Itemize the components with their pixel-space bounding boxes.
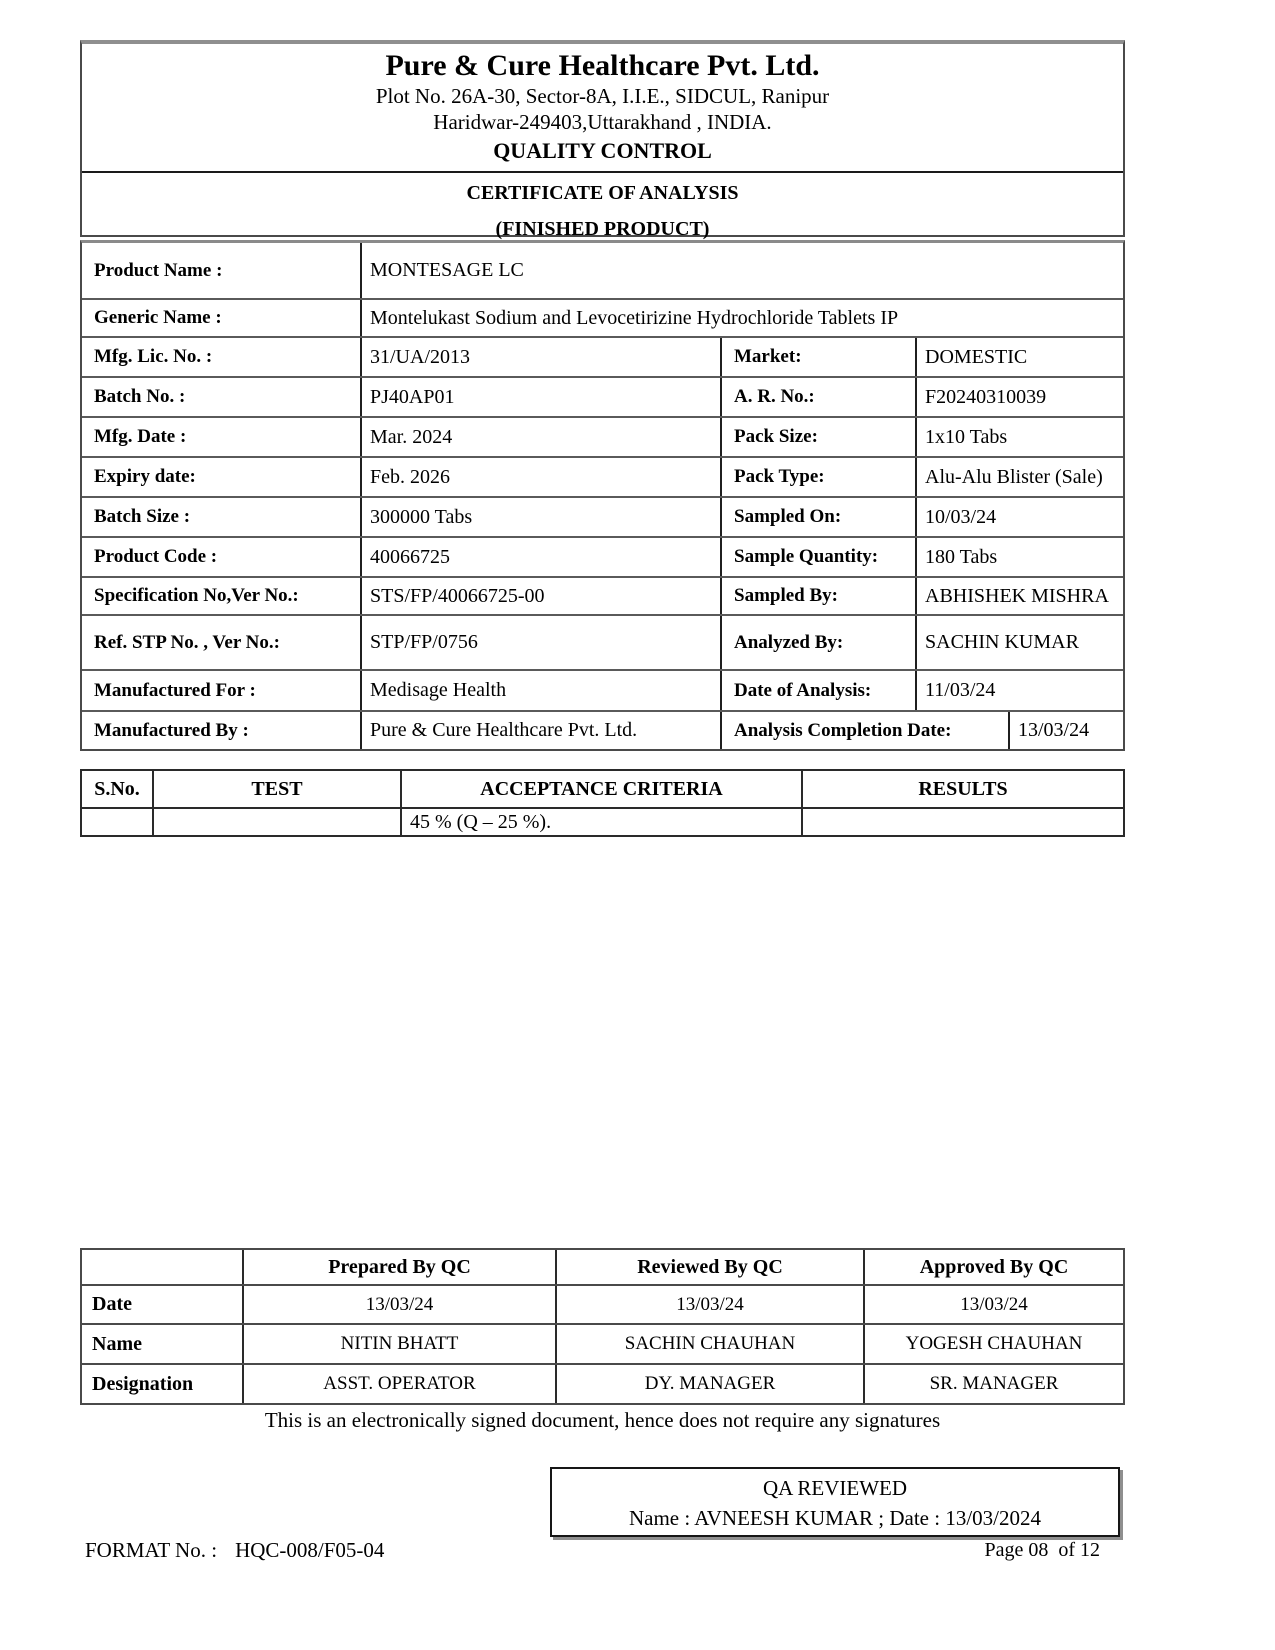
format-number-label: FORMAT No. : [85, 1538, 218, 1562]
info-value: F20240310039 [915, 378, 1123, 416]
info-label: Ref. STP No. , Ver No.: [94, 631, 280, 653]
header-divider [82, 171, 1123, 173]
info-label: Generic Name : [94, 307, 222, 328]
info-label: Pack Type: [720, 458, 915, 496]
date-approved: 13/03/24 [863, 1286, 1123, 1323]
qa-reviewed-detail: Name : AVNEESH KUMAR ; Date : 13/03/2024 [628, 1506, 1041, 1530]
column-header-criteria: ACCEPTANCE CRITERIA [400, 771, 801, 807]
info-label: Mfg. Date : [94, 426, 187, 447]
info-value: STP/FP/0756 [360, 616, 720, 669]
info-label: Analysis Completion Date: [720, 712, 1008, 749]
info-row-manufactured-by [82, 710, 1123, 749]
info-value: SACHIN KUMAR [915, 616, 1123, 669]
name-approved: YOGESH CHAUHAN [863, 1325, 1123, 1363]
document-title: CERTIFICATE OF ANALYSIS [466, 182, 739, 204]
info-label: Expiry date: [94, 466, 196, 487]
info-value: 13/03/24 [1008, 712, 1123, 749]
info-label: Market: [720, 338, 915, 376]
info-value: MONTESAGE LC [360, 243, 1123, 298]
column-header-results: RESULTS [801, 771, 1123, 807]
test-name-cell [152, 809, 400, 835]
info-value: Alu-Alu Blister (Sale) [915, 458, 1123, 496]
info-label: Analyzed By: [720, 616, 915, 669]
info-label: Mfg. Lic. No. : [94, 346, 213, 367]
info-row-batch-no [82, 376, 1123, 416]
info-value: STS/FP/40066725-00 [360, 578, 720, 614]
document-subtitle: (FINISHED PRODUCT) [495, 218, 710, 240]
info-label: Sampled By: [720, 578, 915, 614]
info-value: Feb. 2026 [360, 458, 720, 496]
designation-prepared: ASST. OPERATOR [242, 1365, 555, 1403]
company-name: Pure & Cure Healthcare Pvt. Ltd. [385, 49, 820, 82]
info-value: Mar. 2024 [360, 418, 720, 456]
info-label: Specification No,Ver No.: [94, 585, 299, 606]
page-number: Page 08 of 12 [984, 1539, 1100, 1561]
info-label: Manufactured For : [94, 679, 256, 701]
designation-approved: SR. MANAGER [863, 1365, 1123, 1403]
row-label-date: Date [92, 1293, 132, 1315]
signoff-header-row [82, 1250, 1123, 1284]
info-value: Montelukast Sodium and Levocetirizine Hydrochloride Tablets IP [360, 300, 1123, 336]
name-prepared: NITIN BHATT [242, 1325, 555, 1363]
info-label: Batch Size : [94, 506, 191, 527]
column-header-approved: Approved By QC [863, 1250, 1123, 1284]
info-value: 180 Tabs [915, 538, 1123, 576]
test-results-cell [801, 809, 1123, 835]
info-label: A. R. No.: [720, 378, 915, 416]
info-label: Sampled On: [720, 498, 915, 536]
name-reviewed: SACHIN CHAUHAN [555, 1325, 863, 1363]
info-row-ref-stp [82, 614, 1123, 669]
electronic-signature-note: This is an electronically signed document, hence does not require any signatures [264, 1408, 941, 1432]
info-label: Sample Quantity: [720, 538, 915, 576]
column-header-reviewed: Reviewed By QC [555, 1250, 863, 1284]
signoff-corner-cell [82, 1250, 242, 1284]
date-reviewed: 13/03/24 [555, 1286, 863, 1323]
product-info-table [80, 240, 1125, 751]
column-header-test: TEST [152, 771, 400, 807]
info-row-batch-size [82, 496, 1123, 536]
info-row-expiry [82, 456, 1123, 496]
qa-reviewed-title: QA REVIEWED [762, 1476, 908, 1500]
test-results-table [80, 769, 1125, 837]
info-row-specification [82, 576, 1123, 614]
info-row-product-name [82, 243, 1123, 298]
column-header-prepared: Prepared By QC [242, 1250, 555, 1284]
info-label: Batch No. : [94, 386, 186, 407]
info-value: 40066725 [360, 538, 720, 576]
info-row-product-code [82, 536, 1123, 576]
info-value: DOMESTIC [915, 338, 1123, 376]
info-label: Product Code : [94, 546, 218, 567]
info-row-manufactured-for [82, 669, 1123, 710]
format-number-line [85, 1538, 384, 1563]
signoff-table [80, 1248, 1125, 1405]
info-value: ABHISHEK MISHRA [915, 578, 1123, 614]
info-row-generic-name [82, 298, 1123, 336]
info-row-mfg-lic [82, 336, 1123, 376]
row-label-name: Name [92, 1332, 142, 1355]
info-label: Manufactured By : [94, 719, 249, 741]
signoff-date-row [82, 1284, 1123, 1323]
info-value: 1x10 Tabs [915, 418, 1123, 456]
info-label: Pack Size: [720, 418, 915, 456]
test-criteria-cell: 45 % (Q – 25 %). [400, 809, 801, 835]
info-value: Medisage Health [360, 671, 720, 710]
info-value: 300000 Tabs [360, 498, 720, 536]
department-title: QUALITY CONTROL [493, 138, 712, 163]
date-prepared: 13/03/24 [242, 1286, 555, 1323]
info-value: 11/03/24 [915, 671, 1123, 710]
signoff-name-row [82, 1323, 1123, 1363]
info-value: PJ40AP01 [360, 378, 720, 416]
row-label-designation: Designation [92, 1372, 194, 1395]
company-address-line2: Haridwar-249403,Uttarakhand , INDIA. [433, 110, 772, 134]
info-value: 10/03/24 [915, 498, 1123, 536]
info-row-mfg-date [82, 416, 1123, 456]
designation-reviewed: DY. MANAGER [555, 1365, 863, 1403]
test-table-row [82, 809, 1123, 835]
format-number-value: HQC-008/F05-04 [235, 1538, 385, 1562]
company-address-line1: Plot No. 26A-30, Sector-8A, I.I.E., SIDCUL, Ranipur [375, 84, 830, 108]
info-value: 31/UA/2013 [360, 338, 720, 376]
info-label: Product Name : [94, 259, 223, 281]
info-value: Pure & Cure Healthcare Pvt. Ltd. [360, 712, 720, 749]
qa-reviewed-box [550, 1467, 1120, 1537]
column-header-sno: S.No. [94, 777, 140, 800]
signoff-designation-row [82, 1363, 1123, 1403]
test-table-header-row [82, 771, 1123, 809]
test-sno-cell [82, 809, 152, 835]
document-header [80, 40, 1125, 240]
info-label: Date of Analysis: [720, 671, 915, 710]
